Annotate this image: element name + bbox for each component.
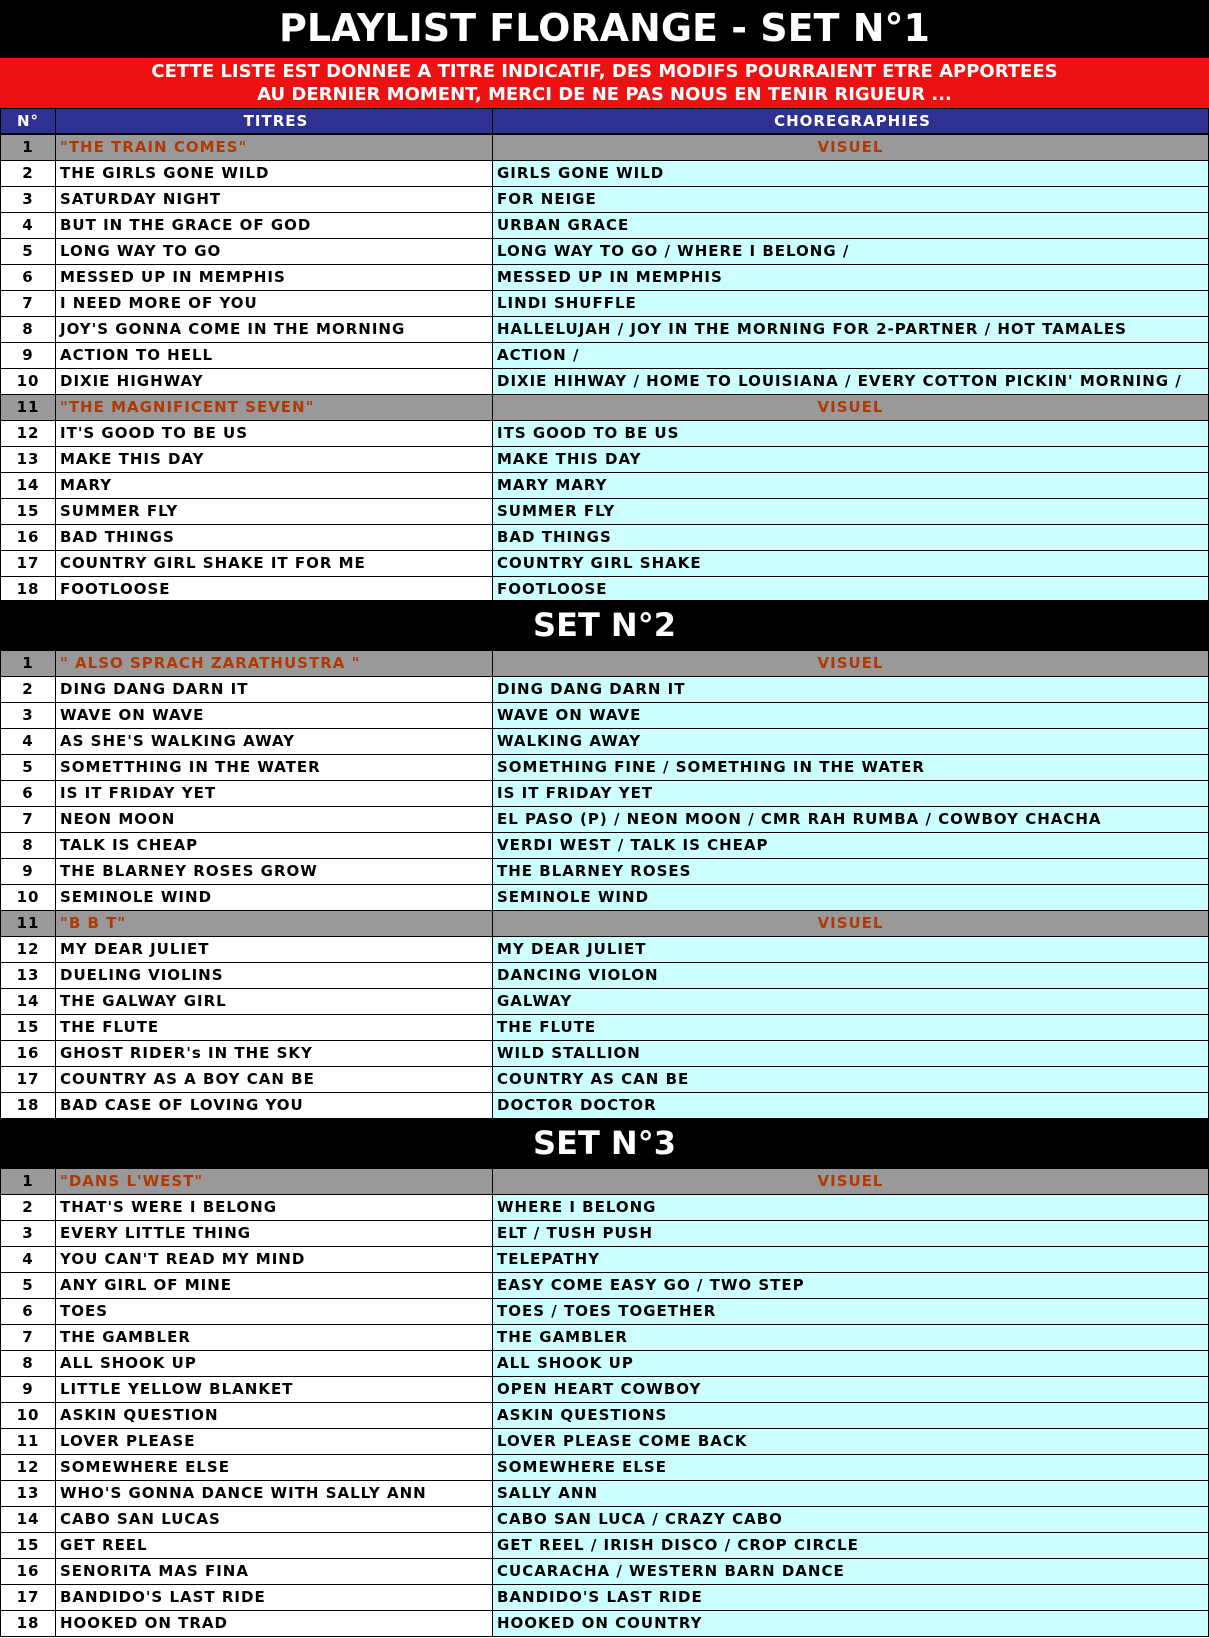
set-1-row-16-number: 16 [0, 524, 56, 551]
set-1-row-8-choreography: HALLELUJAH / JOY IN THE MORNING FOR 2-PARTNER / HOT TAMALES [492, 316, 1209, 343]
set-1-row-3-number: 3 [0, 186, 56, 213]
set-2-row-4-number: 4 [0, 728, 56, 755]
set-3-row-17-choreography: BANDIDO'S LAST RIDE [492, 1584, 1209, 1611]
notice-line-2: AU DERNIER MOMENT, MERCI DE NE PAS NOUS EN TENIR RIGUEUR ... [257, 84, 952, 105]
set-3-row-18-choreography: HOOKED ON COUNTRY [492, 1610, 1209, 1637]
set-3-row-6-number: 6 [0, 1298, 56, 1325]
set-2-row-10-choreography: SEMINOLE WIND [492, 884, 1209, 911]
set-3-row-8-choreography: ALL SHOOK UP [492, 1350, 1209, 1377]
set-1-row-6-choreography: MESSED UP IN MEMPHIS [492, 264, 1209, 291]
set-2-row-18-title: BAD CASE OF LOVING YOU [55, 1092, 493, 1119]
set-3-row-7-choreography: THE GAMBLER [492, 1324, 1209, 1351]
set-2-row-12-number: 12 [0, 936, 56, 963]
set-2-row-1-title: " ALSO SPRACH ZARATHUSTRA " [55, 650, 493, 677]
set-heading: SET N°3 [0, 1118, 1209, 1168]
set-2-row-15-number: 15 [0, 1014, 56, 1041]
set-3-row-3-title: EVERY LITTLE THING [55, 1220, 493, 1247]
set-1-row-14-title: MARY [55, 472, 493, 499]
set-1-row-6-number: 6 [0, 264, 56, 291]
set-3-row-6-title: TOES [55, 1298, 493, 1325]
set-1-row-14-number: 14 [0, 472, 56, 499]
set-1-row-13-number: 13 [0, 446, 56, 473]
set-1-row-11-number: 11 [0, 394, 56, 421]
set-1-row-1-choreography: VISUEL [492, 134, 1209, 161]
set-3-row-1-title: "DANS L'WEST" [55, 1168, 493, 1195]
set-3-row-6-choreography: TOES / TOES TOGETHER [492, 1298, 1209, 1325]
set-2-row-8-choreography: VERDI WEST / TALK IS CHEAP [492, 832, 1209, 859]
set-3-row-11-choreography: LOVER PLEASE COME BACK [492, 1428, 1209, 1455]
set-1-row-11-title: "THE MAGNIFICENT SEVEN" [55, 394, 493, 421]
set-1-row-17-title: COUNTRY GIRL SHAKE IT FOR ME [55, 550, 493, 577]
set-3-row-10-number: 10 [0, 1402, 56, 1429]
set-1-row-10-number: 10 [0, 368, 56, 395]
set-1-row-11-choreography: VISUEL [492, 394, 1209, 421]
set-3-row-14-choreography: CABO SAN LUCA / CRAZY CABO [492, 1506, 1209, 1533]
set-2-row-16-number: 16 [0, 1040, 56, 1067]
set-1-row-1-number: 1 [0, 134, 56, 161]
set-1-row-9-choreography: ACTION / [492, 342, 1209, 369]
set-2-row-5-number: 5 [0, 754, 56, 781]
set-1-row-9-number: 9 [0, 342, 56, 369]
set-2-row-5-choreography: SOMETHING FINE / SOMETHING IN THE WATER [492, 754, 1209, 781]
set-1-row-16-choreography: BAD THINGS [492, 524, 1209, 551]
set-1-row-18-number: 18 [0, 576, 56, 603]
set-3-row-4-title: YOU CAN'T READ MY MIND [55, 1246, 493, 1273]
set-2-row-12-title: MY DEAR JULIET [55, 936, 493, 963]
set-3-row-9-title: LITTLE YELLOW BLANKET [55, 1376, 493, 1403]
set-3-row-8-number: 8 [0, 1350, 56, 1377]
set-2-row-4-choreography: WALKING AWAY [492, 728, 1209, 755]
set-3-row-5-choreography: EASY COME EASY GO / TWO STEP [492, 1272, 1209, 1299]
set-3-row-2-title: THAT'S WERE I BELONG [55, 1194, 493, 1221]
set-2-row-18-number: 18 [0, 1092, 56, 1119]
set-1-row-2-number: 2 [0, 160, 56, 187]
set-2-row-11-title: "B B T" [55, 910, 493, 937]
set-3-row-13-choreography: SALLY ANN [492, 1480, 1209, 1507]
set-3-row-17-title: BANDIDO'S LAST RIDE [55, 1584, 493, 1611]
set-1-row-5-choreography: LONG WAY TO GO / WHERE I BELONG / [492, 238, 1209, 265]
set-2-row-10-title: SEMINOLE WIND [55, 884, 493, 911]
set-2-row-6-number: 6 [0, 780, 56, 807]
set-2-row-18-choreography: DOCTOR DOCTOR [492, 1092, 1209, 1119]
set-2-row-13-choreography: DANCING VIOLON [492, 962, 1209, 989]
set-1-row-15-title: SUMMER FLY [55, 498, 493, 525]
set-2-row-2-choreography: DING DANG DARN IT [492, 676, 1209, 703]
set-1-row-7-title: I NEED MORE OF YOU [55, 290, 493, 317]
set-3-row-12-choreography: SOMEWHERE ELSE [492, 1454, 1209, 1481]
set-2-row-8-title: TALK IS CHEAP [55, 832, 493, 859]
set-2-row-1-choreography: VISUEL [492, 650, 1209, 677]
column-header-choreographies: CHOREGRAPHIES [492, 108, 1209, 134]
set-2-row-11-choreography: VISUEL [492, 910, 1209, 937]
set-1-row-14-choreography: MARY MARY [492, 472, 1209, 499]
set-2-row-3-choreography: WAVE ON WAVE [492, 702, 1209, 729]
set-2-row-7-choreography: EL PASO (P) / NEON MOON / CMR RAH RUMBA / COWBOY CHACHA [492, 806, 1209, 833]
set-2-row-9-number: 9 [0, 858, 56, 885]
set-2-row-16-title: GHOST RIDER's IN THE SKY [55, 1040, 493, 1067]
set-1-row-18-title: FOOTLOOSE [55, 576, 493, 603]
set-1-row-2-title: THE GIRLS GONE WILD [55, 160, 493, 187]
set-3-row-7-title: THE GAMBLER [55, 1324, 493, 1351]
set-1-row-7-choreography: LINDI SHUFFLE [492, 290, 1209, 317]
set-1-row-12-title: IT'S GOOD TO BE US [55, 420, 493, 447]
set-2-row-12-choreography: MY DEAR JULIET [492, 936, 1209, 963]
set-1-row-10-title: DIXIE HIGHWAY [55, 368, 493, 395]
set-2-row-17-number: 17 [0, 1066, 56, 1093]
set-2-row-16-choreography: WILD STALLION [492, 1040, 1209, 1067]
set-2-row-2-number: 2 [0, 676, 56, 703]
set-2-row-6-choreography: IS IT FRIDAY YET [492, 780, 1209, 807]
set-2-row-7-number: 7 [0, 806, 56, 833]
set-1-row-13-title: MAKE THIS DAY [55, 446, 493, 473]
set-1-row-4-choreography: URBAN GRACE [492, 212, 1209, 239]
set-3-row-11-number: 11 [0, 1428, 56, 1455]
set-1-row-17-number: 17 [0, 550, 56, 577]
set-1-row-13-choreography: MAKE THIS DAY [492, 446, 1209, 473]
set-3-row-14-title: CABO SAN LUCAS [55, 1506, 493, 1533]
set-3-row-17-number: 17 [0, 1584, 56, 1611]
set-3-row-14-number: 14 [0, 1506, 56, 1533]
set-3-row-3-number: 3 [0, 1220, 56, 1247]
set-2-row-14-choreography: GALWAY [492, 988, 1209, 1015]
set-1-row-10-choreography: DIXIE HIHWAY / HOME TO LOUISIANA / EVERY COTTON PICKIN' MORNING / [492, 368, 1209, 395]
set-3-row-3-choreography: ELT / TUSH PUSH [492, 1220, 1209, 1247]
set-1-row-12-choreography: ITS GOOD TO BE US [492, 420, 1209, 447]
set-1-row-17-choreography: COUNTRY GIRL SHAKE [492, 550, 1209, 577]
set-3-row-5-title: ANY GIRL OF MINE [55, 1272, 493, 1299]
set-3-row-7-number: 7 [0, 1324, 56, 1351]
set-1-row-1-title: "THE TRAIN COMES" [55, 134, 493, 161]
set-2-row-4-title: AS SHE'S WALKING AWAY [55, 728, 493, 755]
set-1-row-15-number: 15 [0, 498, 56, 525]
set-3-row-5-number: 5 [0, 1272, 56, 1299]
set-1-row-18-choreography: FOOTLOOSE [492, 576, 1209, 603]
column-header-number: N° [0, 108, 56, 134]
set-3-row-13-title: WHO'S GONNA DANCE WITH SALLY ANN [55, 1480, 493, 1507]
page-title: PLAYLIST FLORANGE - SET N°1 [0, 0, 1209, 58]
set-3-row-18-title: HOOKED ON TRAD [55, 1610, 493, 1637]
column-header-titles: TITRES [55, 108, 493, 134]
set-3-row-18-number: 18 [0, 1610, 56, 1637]
set-1-row-3-choreography: FOR NEIGE [492, 186, 1209, 213]
set-3-row-13-number: 13 [0, 1480, 56, 1507]
set-3-row-15-title: GET REEL [55, 1532, 493, 1559]
set-2-row-11-number: 11 [0, 910, 56, 937]
set-3-row-1-choreography: VISUEL [492, 1168, 1209, 1195]
set-3-row-8-title: ALL SHOOK UP [55, 1350, 493, 1377]
set-3-row-12-title: SOMEWHERE ELSE [55, 1454, 493, 1481]
set-1-row-12-number: 12 [0, 420, 56, 447]
set-1-row-4-title: BUT IN THE GRACE OF GOD [55, 212, 493, 239]
set-3-row-15-choreography: GET REEL / IRISH DISCO / CROP CIRCLE [492, 1532, 1209, 1559]
set-3-row-11-title: LOVER PLEASE [55, 1428, 493, 1455]
set-2-row-14-title: THE GALWAY GIRL [55, 988, 493, 1015]
set-3-row-9-number: 9 [0, 1376, 56, 1403]
set-2-row-9-title: THE BLARNEY ROSES GROW [55, 858, 493, 885]
set-3-row-15-number: 15 [0, 1532, 56, 1559]
set-1-row-16-title: BAD THINGS [55, 524, 493, 551]
notice-line-1: CETTE LISTE EST DONNEE A TITRE INDICATIF, DES MODIFS POURRAIENT ETRE APPORTEES [151, 61, 1058, 82]
set-2-row-6-title: IS IT FRIDAY YET [55, 780, 493, 807]
set-1-row-7-number: 7 [0, 290, 56, 317]
set-3-row-2-number: 2 [0, 1194, 56, 1221]
set-3-row-2-choreography: WHERE I BELONG [492, 1194, 1209, 1221]
set-2-row-8-number: 8 [0, 832, 56, 859]
set-2-row-3-title: WAVE ON WAVE [55, 702, 493, 729]
set-1-row-8-number: 8 [0, 316, 56, 343]
set-3-row-4-number: 4 [0, 1246, 56, 1273]
set-2-row-13-number: 13 [0, 962, 56, 989]
set-3-row-10-title: ASKIN QUESTION [55, 1402, 493, 1429]
set-3-row-16-number: 16 [0, 1558, 56, 1585]
set-3-row-16-choreography: CUCARACHA / WESTERN BARN DANCE [492, 1558, 1209, 1585]
set-2-row-3-number: 3 [0, 702, 56, 729]
set-2-row-10-number: 10 [0, 884, 56, 911]
set-1-row-4-number: 4 [0, 212, 56, 239]
set-2-row-9-choreography: THE BLARNEY ROSES [492, 858, 1209, 885]
set-2-row-15-title: THE FLUTE [55, 1014, 493, 1041]
set-heading: SET N°2 [0, 600, 1209, 650]
set-1-row-5-number: 5 [0, 238, 56, 265]
set-1-row-9-title: ACTION TO HELL [55, 342, 493, 369]
set-2-row-5-title: SOMETTHING IN THE WATER [55, 754, 493, 781]
set-3-row-1-number: 1 [0, 1168, 56, 1195]
set-3-row-10-choreography: ASKIN QUESTIONS [492, 1402, 1209, 1429]
notice-banner [0, 58, 1209, 108]
set-1-row-8-title: JOY'S GONNA COME IN THE MORNING [55, 316, 493, 343]
set-3-row-12-number: 12 [0, 1454, 56, 1481]
set-2-row-17-choreography: COUNTRY AS CAN BE [492, 1066, 1209, 1093]
set-2-row-2-title: DING DANG DARN IT [55, 676, 493, 703]
set-2-row-17-title: COUNTRY AS A BOY CAN BE [55, 1066, 493, 1093]
set-2-row-15-choreography: THE FLUTE [492, 1014, 1209, 1041]
set-2-row-13-title: DUELING VIOLINS [55, 962, 493, 989]
set-1-row-3-title: SATURDAY NIGHT [55, 186, 493, 213]
set-1-row-5-title: LONG WAY TO GO [55, 238, 493, 265]
set-3-row-16-title: SENORITA MAS FINA [55, 1558, 493, 1585]
set-1-row-6-title: MESSED UP IN MEMPHIS [55, 264, 493, 291]
set-2-row-7-title: NEON MOON [55, 806, 493, 833]
set-3-row-4-choreography: TELEPATHY [492, 1246, 1209, 1273]
set-2-row-14-number: 14 [0, 988, 56, 1015]
set-2-row-1-number: 1 [0, 650, 56, 677]
set-1-row-2-choreography: GIRLS GONE WILD [492, 160, 1209, 187]
set-1-row-15-choreography: SUMMER FLY [492, 498, 1209, 525]
set-3-row-9-choreography: OPEN HEART COWBOY [492, 1376, 1209, 1403]
